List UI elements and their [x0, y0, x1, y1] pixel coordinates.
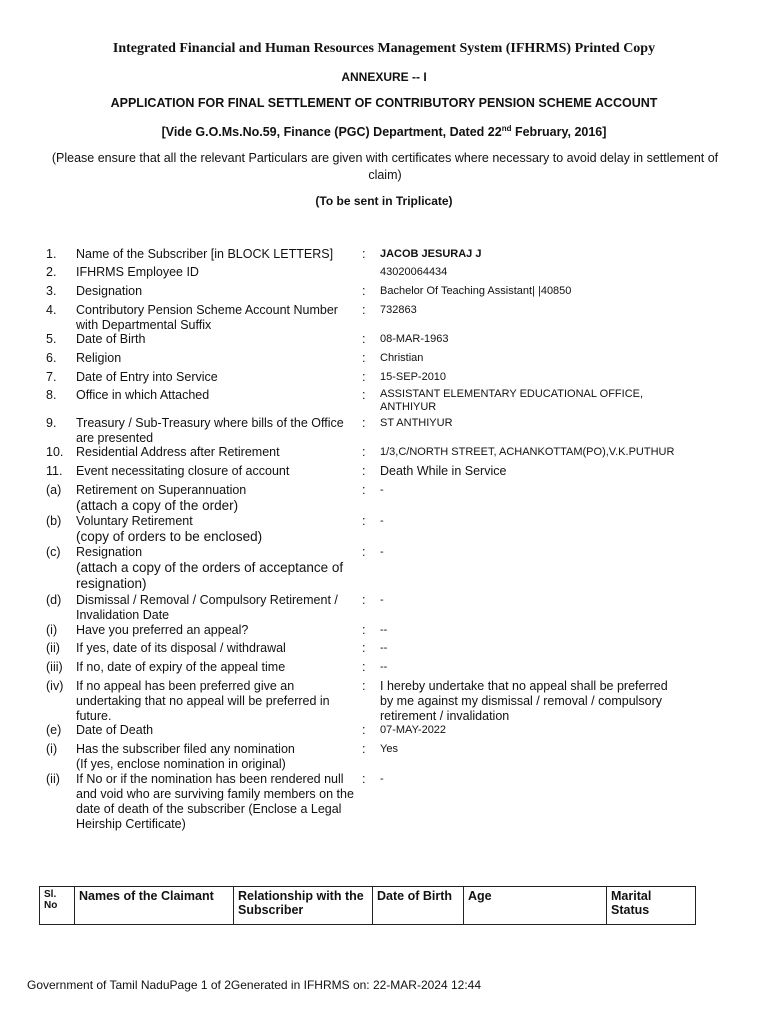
- separator: :: [362, 303, 366, 317]
- field-label: Resignation (attach a copy of the orders of acceptance of resignation): [76, 545, 344, 591]
- system-title: Integrated Financial and Human Resources Management System (IFHRMS) Printed Copy: [112, 41, 656, 56]
- table-header-cell: Relationship with the Subscriber: [234, 887, 373, 925]
- field-value: --: [380, 642, 388, 654]
- field-value: --: [380, 624, 388, 636]
- field-label: Date of Birth: [76, 332, 146, 346]
- field-value: --: [380, 661, 388, 673]
- field-label: Date of Entry into Service: [76, 370, 218, 384]
- triplicate-note: (To be sent in Triplicate): [315, 194, 453, 208]
- item-number: (ii): [46, 772, 60, 786]
- field-label: Treasury / Sub-Treasury where bills of the Office are presented: [76, 416, 344, 445]
- field-label: Date of Death: [76, 723, 154, 737]
- field-label: IFHRMS Employee ID: [76, 265, 199, 279]
- table-header-cell: Age: [464, 887, 607, 925]
- field-value: ASSISTANT ELEMENTARY EDUCATIONAL OFFICE, ANTHIYUR: [380, 388, 644, 413]
- field-label: Dismissal / Removal / Compulsory Retirement / Invalidation Date: [76, 593, 338, 622]
- field-value: 07-MAY-2022: [380, 724, 447, 736]
- item-number: 11.: [46, 464, 63, 478]
- separator: :: [362, 370, 366, 384]
- field-value: 1/3,C/NORTH STREET, ACHANKOTTAM(PO),V.K.PUTHUR: [380, 446, 675, 458]
- item-number: 6.: [46, 351, 57, 365]
- separator: :: [362, 623, 366, 637]
- separator: :: [362, 388, 366, 402]
- item-number: (d): [46, 593, 62, 607]
- field-value: ST ANTHIYUR: [380, 417, 453, 429]
- page-footer: Government of Tamil NaduPage 1 of 2Generated in IFHRMS on: 22-MAR-2024 12:44: [27, 978, 482, 992]
- item-number: 5.: [46, 332, 57, 346]
- annexure-heading: ANNEXURE -- I: [341, 70, 427, 84]
- field-label: Residential Address after Retirement: [76, 445, 280, 459]
- field-label: Have you preferred an appeal?: [76, 623, 249, 637]
- separator: :: [362, 483, 366, 497]
- item-number: (ii): [46, 641, 60, 655]
- separator: :: [362, 445, 366, 459]
- field-value: -: [380, 773, 384, 785]
- field-label: If yes, date of its disposal / withdrawal: [76, 641, 286, 655]
- field-value: I hereby undertake that no appeal shall be preferred by me against my dismissal / removal / compulsory retirement / invalidation: [380, 679, 668, 723]
- separator: :: [362, 679, 366, 693]
- field-value: Death While in Service: [380, 464, 507, 478]
- separator: :: [362, 351, 366, 365]
- field-label: Retirement on Superannuation (attach a copy of the order): [76, 483, 247, 513]
- field-label: If No or if the nomination has been rendered null and void who are surviving family members on the date of death of the subscriber (Enclose a Legal Heirship Certificate): [76, 772, 354, 831]
- field-label: Contributory Pension Scheme Account Number with Departmental Suffix: [76, 303, 338, 332]
- separator: :: [362, 772, 366, 786]
- government-order-reference: [Vide G.O.Ms.No.59, Finance (PGC) Department, Dated 22nd February, 2016]: [161, 124, 607, 140]
- separator: :: [362, 247, 366, 261]
- field-value: Yes: [380, 743, 398, 755]
- separator: :: [362, 332, 366, 346]
- item-number: (i): [46, 623, 58, 637]
- field-value: -: [380, 515, 384, 527]
- separator: :: [362, 593, 366, 607]
- application-title: APPLICATION FOR FINAL SETTLEMENT OF CONTRIBUTORY PENSION SCHEME ACCOUNT: [110, 96, 658, 110]
- separator: :: [362, 660, 366, 674]
- item-number: 7.: [46, 370, 57, 384]
- field-label: If no appeal has been preferred give an undertaking that no appeal will be preferred in future.: [76, 679, 330, 723]
- item-number: (iv): [46, 679, 64, 693]
- field-value: -: [380, 594, 384, 606]
- item-number: 8.: [46, 388, 57, 402]
- table-header-cell: Date of Birth: [373, 887, 464, 925]
- item-number: 1.: [46, 247, 57, 261]
- field-label: Religion: [76, 351, 122, 365]
- item-number: 9.: [46, 416, 57, 430]
- item-number: (b): [46, 514, 62, 528]
- field-value: 08-MAR-1963: [380, 333, 449, 345]
- field-label: Voluntary Retirement (copy of orders to be enclosed): [76, 514, 263, 544]
- item-number: 4.: [46, 303, 57, 317]
- separator: :: [362, 464, 366, 478]
- item-number: (a): [46, 483, 62, 497]
- separator: :: [362, 514, 366, 528]
- item-number: (iii): [46, 660, 63, 674]
- field-value: JACOB JESURAJ J: [380, 248, 482, 260]
- field-value: -: [380, 484, 384, 496]
- field-value: 43020064434: [380, 266, 448, 278]
- separator: :: [362, 284, 366, 298]
- item-number: (c): [46, 545, 61, 559]
- separator: :: [362, 742, 366, 756]
- field-label: Name of the Subscriber [in BLOCK LETTERS]: [76, 247, 334, 261]
- separator: :: [362, 723, 366, 737]
- table-header-row: [40, 887, 696, 925]
- item-number: (i): [46, 742, 58, 756]
- table-header-cell: Marital Status: [607, 887, 696, 925]
- table-header-cell: Sl. No: [40, 887, 75, 925]
- field-label: Event necessitating closure of account: [76, 464, 290, 478]
- item-number: 10.: [46, 445, 64, 459]
- field-value: Bachelor Of Teaching Assistant| |40850: [380, 285, 572, 297]
- field-label: Has the subscriber filed any nomination (If yes, enclose nomination in original): [76, 742, 295, 771]
- separator: :: [362, 545, 366, 559]
- field-label: Designation: [76, 284, 143, 298]
- instruction-note: (Please ensure that all the relevant Particulars are given with certificates where necessary to avoid delay in settlement of claim): [51, 151, 719, 182]
- claimant-table: [39, 886, 696, 925]
- field-value: Christian: [380, 352, 424, 364]
- item-number: 3.: [46, 284, 57, 298]
- field-value: 732863: [380, 304, 417, 316]
- field-label: If no, date of expiry of the appeal time: [76, 660, 286, 674]
- field-label: Office in which Attached: [76, 388, 210, 402]
- item-number: (e): [46, 723, 62, 737]
- item-number: 2.: [46, 265, 57, 279]
- separator: :: [362, 641, 366, 655]
- field-value: 15-SEP-2010: [380, 371, 447, 383]
- field-value: -: [380, 546, 384, 558]
- separator: :: [362, 416, 366, 430]
- table-header-cell: Names of the Claimant: [75, 887, 234, 925]
